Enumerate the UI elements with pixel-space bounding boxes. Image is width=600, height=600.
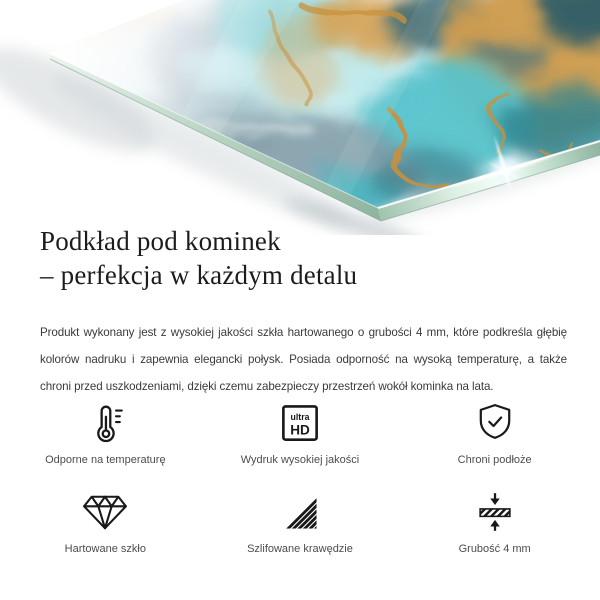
feature-polished-edges bbox=[203, 488, 398, 557]
feature-label: Chroni podłoże bbox=[457, 454, 532, 466]
feature-protects-floor bbox=[397, 399, 592, 468]
polished-edges-icon bbox=[281, 488, 319, 536]
feature-print-quality bbox=[203, 399, 398, 468]
feature-grid bbox=[8, 399, 592, 557]
diamond-icon bbox=[82, 488, 128, 536]
feature-temperature bbox=[8, 399, 203, 468]
feature-tempered-glass bbox=[8, 488, 203, 557]
ultra-hd-text-top: ultra bbox=[290, 411, 310, 422]
ultra-hd-icon bbox=[279, 399, 321, 447]
feature-thickness bbox=[397, 488, 592, 557]
feature-label: Grubość 4 mm bbox=[458, 543, 531, 555]
glass-panel-illustration bbox=[0, 0, 600, 235]
feature-label: Wydruk wysokiej jakości bbox=[240, 454, 360, 466]
feature-label: Szlifowane krawędzie bbox=[247, 543, 353, 555]
page-title-line1: Podkład pod kominek bbox=[40, 226, 281, 256]
product-photo bbox=[0, 0, 600, 235]
feature-label: Hartowane szkło bbox=[64, 543, 146, 555]
page-title bbox=[40, 224, 357, 292]
thermometer-icon bbox=[82, 399, 128, 447]
page-title-line2: – perfekcja w każdym detalu bbox=[40, 260, 358, 290]
product-description: Produkt wykonany jest z wysokiej jakości szkła hartowanego o grubości 4 mm, które podkreśla głębię kolorów nadruku i zapewnia elegancki połysk. Posiada odporność na wysoką temperaturę, a także chroni przed uszkodzeniami, dzięki czemu zabezpieczy przestrzeń wokół kominka na lata. bbox=[40, 325, 567, 393]
ultra-hd-text-bottom: HD bbox=[290, 422, 310, 438]
shield-check-icon bbox=[473, 399, 517, 447]
feature-label: Odporne na temperaturę bbox=[45, 454, 166, 466]
thickness-icon bbox=[474, 488, 516, 536]
